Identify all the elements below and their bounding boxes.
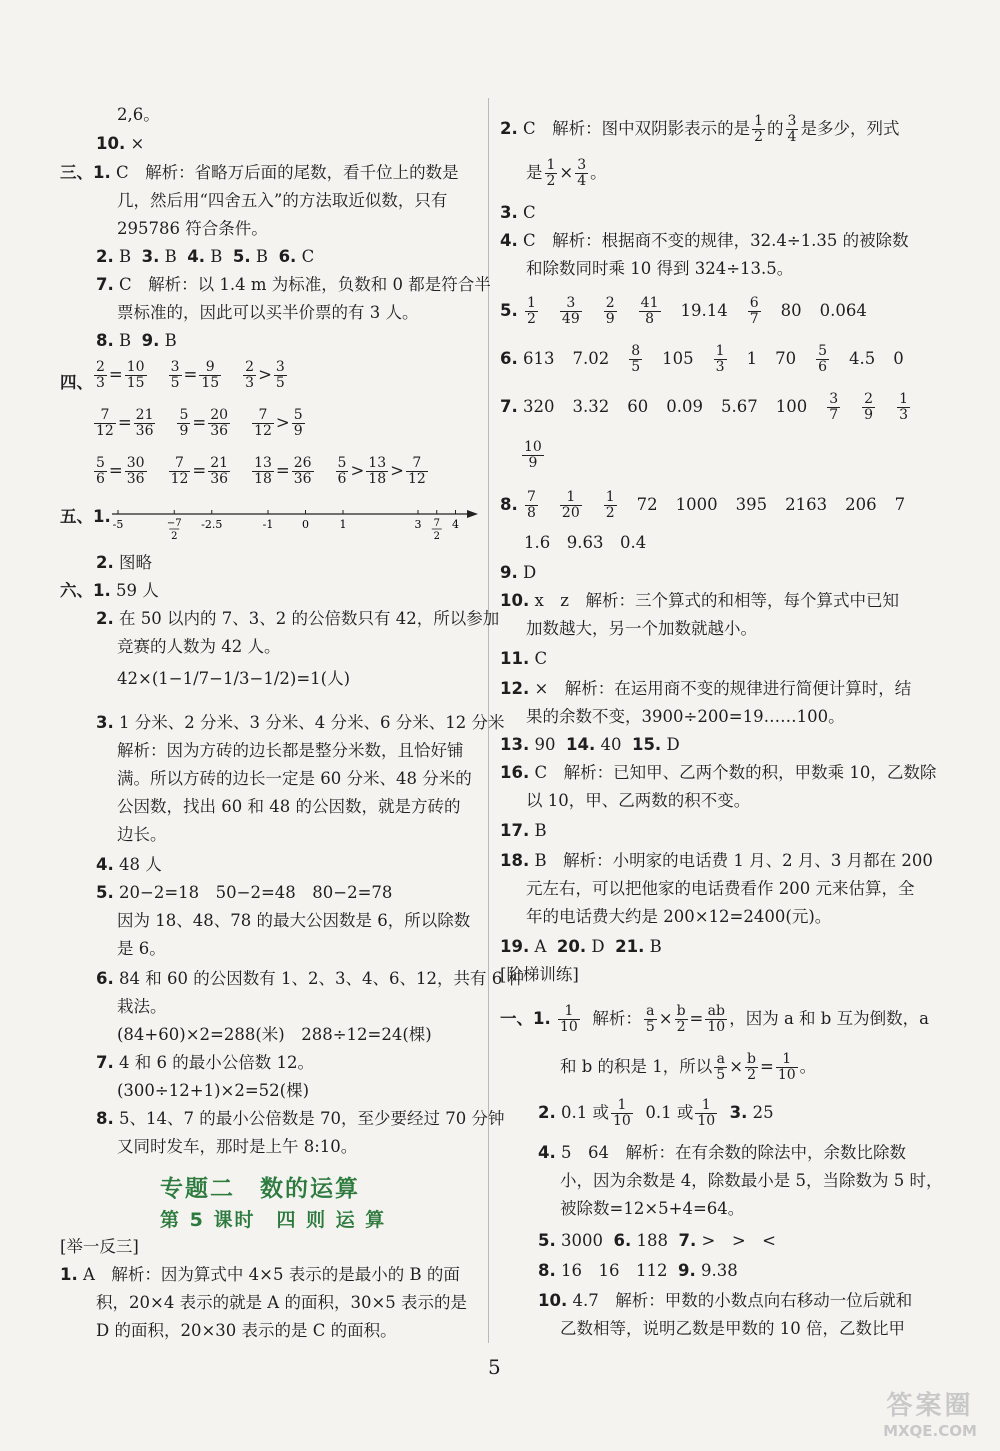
fraction: $\frac{1}{20}$	[561, 489, 580, 521]
value: 7	[894, 495, 906, 514]
text-line: 年的电话费大约是 200×12=2400(元)。	[526, 907, 832, 926]
fraction: $\frac{5}{9}$	[293, 407, 303, 439]
fraction: $\frac{1}{2}$	[546, 157, 556, 189]
answer-6-7: 7. 4 和 6 的最小公倍数 12。	[96, 1053, 314, 1072]
fraction: $\frac{3}{49}$	[561, 295, 580, 327]
number-line-frac-label: 2	[433, 531, 440, 542]
value: 3.32	[572, 397, 610, 416]
fraction: $\frac{3}{7}$	[829, 391, 839, 423]
fraction: $\frac{41}{8}$	[640, 295, 659, 327]
answer-5-2: 2. 图略	[96, 553, 152, 572]
text-line: 票标准的，因此可以买半价票的有 3 人。	[117, 303, 419, 322]
number-line-tick-label: 0	[302, 518, 309, 531]
text-line: 元左右，可以把他家的电话费看作 200 元来估算，全	[526, 879, 915, 898]
text-line: 边长。	[117, 825, 167, 844]
text-line: 小，因为余数是 4，除数最小是 5，当除数为 5 时，	[560, 1171, 943, 1190]
value: 100	[775, 397, 808, 416]
section-label: [举一反三]	[60, 1237, 139, 1256]
fraction: $\frac{ab}{10}$	[707, 1003, 726, 1035]
fraction: $\frac{1}{10}$	[777, 1051, 796, 1083]
answer-6-5: 5. 20−2=18 50−2=48 80−2=78	[96, 883, 393, 902]
number-line-tick-label: -1	[262, 518, 274, 531]
ladder-10: 10. 4.7 解析：甲数的小数点向右移动一位后就和	[538, 1291, 913, 1310]
answer-r2: 2. C 解析：图中双阴影表示的是 $\frac{1}{2}$ 的 $\frac{3}{4}$ 是多少，列式	[500, 113, 900, 145]
ladder-1: 一、1. $\frac{1}{10}$ 解析： $\frac{a}{5}$ × $\frac{b}{2}$ = $\frac{ab}{10}$ ，因为 a 和 b 互为倒数，a	[500, 1003, 929, 1035]
value: 1000	[675, 495, 718, 514]
section-label-5: 五、1.	[60, 507, 111, 526]
text-line: 是 6。	[117, 939, 166, 958]
fraction: $\frac{7}{12}$	[170, 455, 189, 487]
value: 1	[746, 349, 758, 368]
fraction: $\frac{7}{12}$	[254, 407, 272, 439]
fraction-item	[520, 440, 546, 471]
value: 19.14	[680, 301, 728, 320]
fraction: $\frac{13}{18}$	[254, 455, 272, 487]
fraction: $\frac{3}{5}$	[170, 359, 180, 391]
fraction: $\frac{1}{10}$	[560, 1003, 578, 1035]
answer-r11: 11. C	[500, 649, 548, 668]
fraction: $\frac{6}{7}$	[749, 295, 759, 327]
example-1: 1. A 解析：因为算式中 4×5 表示的是最小的 B 的面	[60, 1265, 460, 1284]
text-line: 满。所以方砖的边长一定是 60 分米、48 分米的	[117, 769, 472, 788]
answer-3-8-9: 8. B 9. B	[96, 331, 177, 350]
text-line: 竞赛的人数为 42 人。	[117, 637, 281, 656]
fraction: $\frac{1}{3}$	[899, 391, 909, 423]
answer-6-8: 8. 5、14、7 的最小公倍数是 70，至少要经过 70 分钟	[96, 1109, 505, 1128]
value: 0	[893, 349, 904, 368]
fraction: $\frac{5}{6}$	[818, 343, 828, 375]
answer-r13-15: 13. 90 14. 40 15. D	[500, 735, 680, 754]
text-line: 积，20×4 表示的就是 A 的面积，30×5 表示的是	[96, 1293, 468, 1312]
answer-r4: 4. C 解析：根据商不变的规律，32.4÷1.35 的被除数	[500, 231, 909, 250]
text-line: 和 b 的积是 1，所以 $\frac{a}{5}$ × $\frac{b}{2}$ = $\frac{1}{10}$ 。	[560, 1051, 817, 1083]
ladder-5-7: 5. 3000 6. 188 7. > > <	[538, 1231, 776, 1250]
watermark-logo: 答案圈 MXQE.COM	[883, 1391, 977, 1440]
ladder-2: 2. 0.1 或 $\frac{1}{10}$ 0.1 或 $\frac{1}{10}$ 3. 25	[538, 1097, 774, 1129]
fraction: $\frac{26}{36}$	[293, 455, 312, 487]
text-line: 公因数，找出 60 和 48 的公因数，就是方砖的	[117, 797, 461, 816]
value: 105	[662, 349, 694, 368]
fraction: $\frac{2}{3}$	[245, 359, 255, 391]
text-line: 加数越大，另一个加数就越小。	[526, 619, 757, 638]
fraction: $\frac{1}{10}$	[613, 1097, 631, 1129]
answer-3-1: 三、1. C 解析：省略万后面的尾数，看千位上的数是	[60, 163, 459, 182]
value: 2163	[785, 495, 828, 514]
fraction-comparison: $\frac{7}{12}$ = $\frac{21}{36}$	[170, 455, 229, 487]
fraction: $\frac{2}{3}$	[96, 359, 105, 391]
fraction: $\frac{3}{4}$	[787, 113, 797, 145]
number-line	[112, 500, 484, 544]
value: 70	[775, 349, 797, 368]
fraction-row	[92, 360, 289, 391]
section-label: [阶梯训练]	[500, 965, 579, 984]
fraction: $\frac{2}{9}$	[605, 295, 615, 327]
fraction: $\frac{21}{36}$	[210, 455, 229, 487]
section-label-4: 四、	[60, 373, 93, 392]
value: 5.67	[721, 397, 758, 416]
text-line: 和除数同时乘 10 得到 324÷13.5。	[526, 259, 794, 278]
fraction: $\frac{1}{2}$	[754, 113, 764, 145]
fraction: $\frac{10}{15}$	[126, 359, 145, 391]
value: 613	[523, 349, 555, 368]
answer-3-7: 7. C 解析：以 1.4 m 为标准，负数和 0 都是符合半	[96, 275, 491, 294]
fraction: $\frac{7}{8}$	[527, 489, 536, 521]
text-line: 2,6。	[117, 105, 160, 124]
fraction-comparison: $\frac{5}{6}$ > $\frac{13}{18}$ > $\frac{7}{12}$	[337, 455, 426, 487]
text-line: 几，然后用“四舍五入”的方法取近似数，只有	[117, 191, 448, 210]
ladder-4: 4. 5 64 解析：在有余数的除法中，余数比除数	[538, 1143, 906, 1162]
fraction: $\frac{20}{36}$	[210, 407, 229, 439]
answer-r3: 3. C	[500, 203, 536, 222]
text-line: 295786 符合条件。	[117, 219, 268, 238]
answer-6-6: 6. 84 和 60 的公因数有 1、2、3、4、6、12，共有 6 种	[96, 969, 524, 988]
fraction: $\frac{a}{5}$	[645, 1003, 655, 1035]
value: 60	[627, 397, 649, 416]
value: 4.5	[849, 349, 876, 368]
answer-6-1: 六、1. 59 人	[60, 581, 159, 600]
number-line-frac-label: −7	[166, 518, 182, 529]
answer-r9: 9. D	[500, 563, 537, 582]
fraction-row	[92, 456, 430, 487]
value: 206	[845, 495, 877, 514]
answer-6-3: 3. 1 分米、2 分米、3 分米、4 分米、6 分米、12 分米	[96, 713, 505, 732]
number-line-tick-label: 4	[452, 518, 459, 531]
page-number: 5	[488, 1355, 501, 1379]
value: 80	[780, 301, 802, 320]
ladder-8-9: 8. 16 16 112 9. 9.38	[538, 1261, 738, 1280]
equation-line: 42×(1−1/7−1/3−1/2)=1(人)	[117, 669, 351, 688]
fraction: $\frac{5}{6}$	[337, 455, 347, 487]
text-line: D 的面积，20×30 表示的是 C 的面积。	[96, 1321, 397, 1340]
text-line: 以 10，甲、乙两数的积不变。	[526, 791, 751, 810]
fraction-comparison: $\frac{3}{5}$ = $\frac{9}{15}$	[170, 359, 220, 391]
fraction: $\frac{1}{10}$	[697, 1097, 716, 1129]
equation-line: (84+60)×2=288(米) 288÷12=24(棵)	[117, 1025, 432, 1044]
answer-6-2: 2. 在 50 以内的 7、3、2 的公倍数只有 42，所以参加	[96, 609, 500, 628]
answer-r17: 17. B	[500, 821, 547, 840]
text-line: 果的余数不变，3900÷200=19……100。	[526, 707, 845, 726]
answer-r19-21: 19. A 20. D 21. B	[500, 937, 662, 956]
value: 7.02	[572, 349, 610, 368]
number-line-frac-label: 2	[171, 531, 178, 542]
fraction: $\frac{5}{6}$	[96, 455, 105, 487]
fraction: $\frac{1}{2}$	[527, 295, 536, 327]
text-line: 解析：因为方砖的边长都是整分米数，且恰好铺	[117, 741, 464, 760]
lesson-title: 第 5 课时 四 则 运 算	[160, 1209, 387, 1231]
fraction: $\frac{a}{5}$	[716, 1051, 726, 1083]
answer-r12: 12. × 解析：在运用商不变的规律进行简便计算时，结	[500, 679, 912, 698]
fraction-comparison: $\frac{7}{12}$ = $\frac{21}{36}$	[96, 407, 154, 439]
fraction: $\frac{10}{9}$	[524, 439, 542, 471]
fraction: $\frac{9}{15}$	[201, 359, 220, 391]
answer-r18: 18. B 解析：小明家的电话费 1 月、2 月、3 月都在 200	[500, 851, 933, 870]
value: 0.064	[819, 301, 867, 320]
value: 0.09	[666, 397, 703, 416]
equation-line: (300÷12+1)×2=52(棵)	[117, 1081, 310, 1100]
answer-r8: 8. $\frac{7}{8}$ $\frac{1}{20}$ $\frac{1}{2}$ 72 1000 395 2163 206 7	[500, 489, 906, 521]
fraction: $\frac{3}{4}$	[577, 157, 587, 189]
fraction: $\frac{3}{5}$	[275, 359, 285, 391]
fraction: $\frac{7}{12}$	[96, 407, 114, 439]
fraction: $\frac{5}{9}$	[179, 407, 189, 439]
answer-6-4: 4. 48 人	[96, 855, 162, 874]
fraction: $\frac{13}{18}$	[368, 455, 387, 487]
fraction-comparison: $\frac{2}{3}$ > $\frac{3}{5}$	[245, 359, 285, 391]
fraction: $\frac{2}{9}$	[864, 391, 874, 423]
fraction: $\frac{21}{36}$	[135, 407, 154, 439]
value: 395	[735, 495, 768, 514]
text-line: 栽法。	[117, 997, 167, 1016]
answer-3-2-6: 2. B 3. B 4. B 5. B 6. C	[96, 247, 315, 266]
number-line-tick-label: 1	[339, 518, 347, 531]
value: 72	[636, 495, 658, 514]
fraction-row	[92, 408, 307, 439]
text-line: 乙数相等，说明乙数是甲数的 10 倍，乙数比甲	[560, 1319, 905, 1338]
text-line: 1.6 9.63 0.4	[524, 533, 647, 552]
text-line: 因为 18、48、78 的最大公因数是 6，所以除数	[117, 911, 471, 930]
fraction: $\frac{30}{36}$	[126, 455, 145, 487]
answer-r5: 5. $\frac{1}{2}$ $\frac{3}{49}$ $\frac{2}{9}$ $\frac{41}{8}$ 19.14 $\frac{6}{7}$ 80 0.064	[500, 295, 867, 327]
fraction: $\frac{7}{12}$	[407, 455, 426, 487]
text-line: 被除数=12×5+4=64。	[560, 1199, 745, 1218]
answer-r10: 10. x z 解析：三个算式的和相等，每个算式中已知	[500, 591, 899, 610]
fraction: $\frac{b}{2}$	[747, 1051, 757, 1083]
text-line: 是 $\frac{1}{2}$ × $\frac{3}{4}$ 。	[526, 157, 607, 189]
fraction: $\frac{8}{5}$	[631, 343, 641, 375]
fraction: $\frac{1}{2}$	[605, 489, 615, 521]
fraction: $\frac{1}{3}$	[715, 343, 725, 375]
number-line-tick-label: -5	[112, 518, 124, 531]
number-line-tick-label: 3	[414, 518, 422, 531]
number-line-frac-label: 7	[433, 518, 440, 529]
fraction-comparison: $\frac{7}{12}$ > $\frac{5}{9}$	[254, 407, 303, 439]
answer-r7: 7. 320 3.32 60 0.09 5.67 100 $\frac{3}{7}$ $\frac{2}{9}$ $\frac{1}{3}$	[500, 391, 909, 423]
fraction: $\frac{b}{2}$	[676, 1003, 686, 1035]
topic-title: 专题二 数的运算	[160, 1176, 360, 1202]
fraction-comparison: $\frac{5}{6}$ = $\frac{30}{36}$	[96, 455, 145, 487]
fraction-comparison: $\frac{5}{9}$ = $\frac{20}{36}$	[179, 407, 229, 439]
answer-r16: 16. C 解析：已知甲、乙两个数的积，甲数乘 10，乙数除	[500, 763, 937, 782]
fraction-comparison: $\frac{13}{18}$ = $\frac{26}{36}$	[254, 455, 312, 487]
fraction-comparison: $\frac{2}{3}$ = $\frac{10}{15}$	[96, 359, 145, 391]
value: 320	[523, 397, 555, 416]
number-line-tick-label: -2.5	[201, 518, 223, 531]
text-line: 又同时发车，那时是上午 8:10。	[117, 1137, 358, 1156]
answer-r6: 6. 613 7.02 $\frac{8}{5}$ 105 $\frac{1}{3}$ 1 70 $\frac{5}{6}$ 4.5 0	[500, 343, 904, 375]
answer-10: 10. ×	[96, 134, 145, 153]
